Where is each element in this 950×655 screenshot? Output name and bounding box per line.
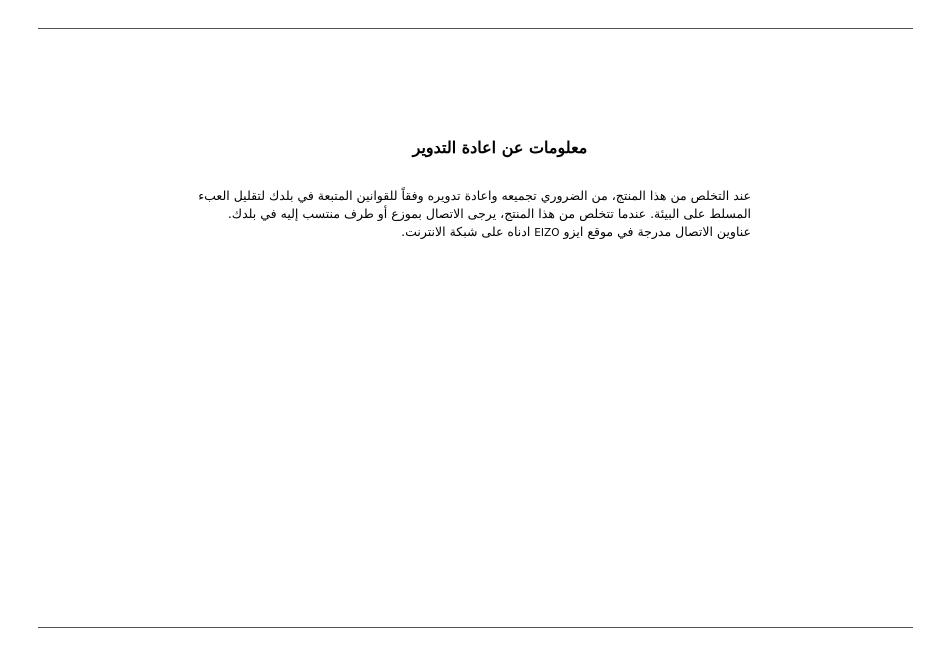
page-title: معلومات عن اعادة التدوير (412, 138, 588, 157)
paragraph-line-1: عند التخلص من هذا المنتج، من الضروري تجميعه واعادة تدويره وفقاً للقوانين المتبعة في بلدك لتقليل العبء (198, 188, 751, 203)
paragraph-line-2: المسلط على البيئة. عندما تتخلص من هذا المنتج، يرجى الاتصال بموزع أو طرف منتسب إليه في بلدك. (227, 206, 751, 221)
paragraph-line-3 (195, 223, 751, 242)
recycling-paragraph (195, 187, 751, 242)
paragraph-line-3-end: ادناه على شبكة الانترنت. (401, 224, 531, 239)
recycling-info-section (195, 135, 751, 242)
paragraph-line-3-start: عناوين الاتصال مدرجة في موقع ايزو (563, 224, 751, 239)
top-divider (38, 28, 913, 29)
bottom-divider (38, 627, 913, 628)
brand-name: EIZO (534, 227, 560, 239)
